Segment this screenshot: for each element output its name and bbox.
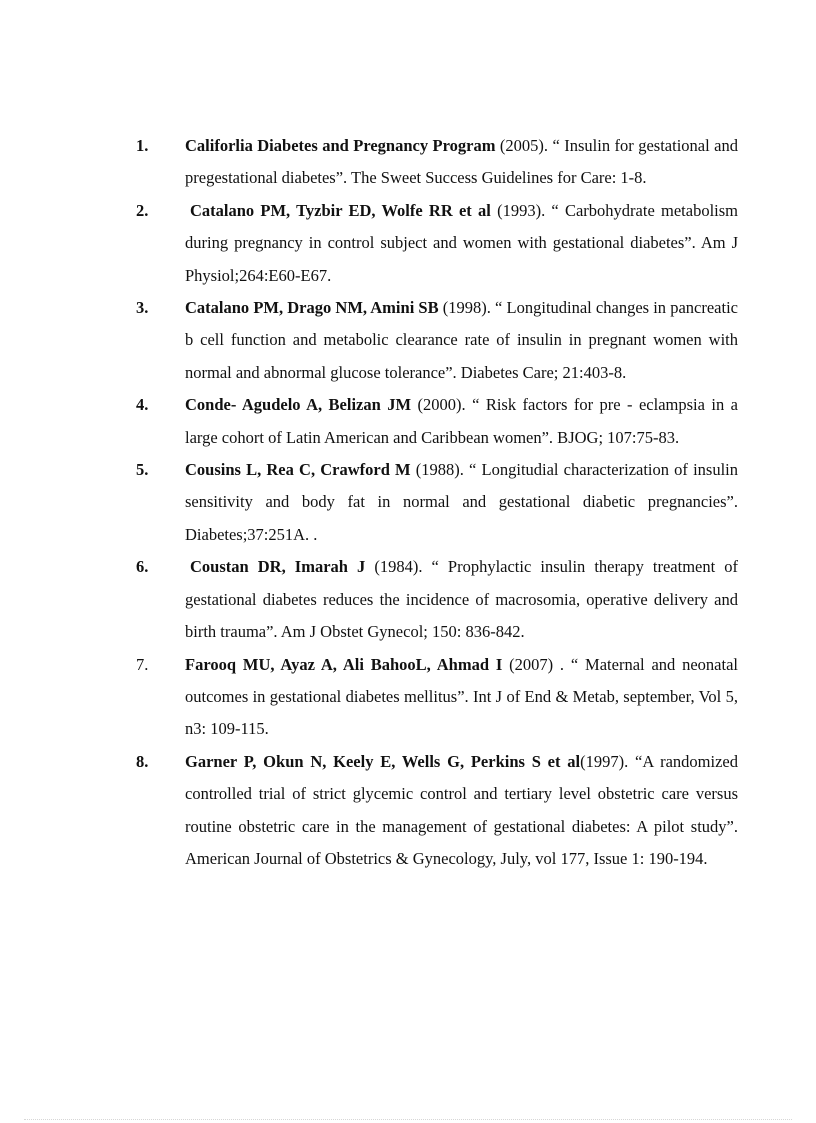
reference-authors: Califorlia Diabetes and Pregnancy Program [185,136,496,155]
reference-authors: Conde- Agudelo A, Belizan JM [185,395,412,415]
reference-item-5 [136,454,738,551]
reference-item-1 [136,130,738,195]
reference-text: (2000). “ Risk factors for pre - eclampsia in a large cohort of Latin American and Caribbean women”. BJOG; 107:75-83. [185,395,738,447]
reference-item-4 [136,389,738,454]
reference-item-6 [136,551,738,648]
reference-item-7 [136,649,738,746]
reference-authors: Garner P, Okun N, Keely E, Wells G, Perkins S et al [185,751,581,771]
reference-authors: Farooq MU, Ayaz A, Ali BahooL, Ahmad I [185,654,503,674]
reference-text: (1984). “ Prophylactic insulin therapy treatment of gestational diabetes reduces the incidence of macrosomia, operative delivery and birth trauma”. Am J Obstet Gynecol; 150: 836-842. [185,557,739,642]
reference-authors: Catalano PM, Drago NM, Amini SB [185,298,439,318]
reference-text: (1993). “ Carbohydrate metabolism during pregnancy in control subject and women with gestational diabetes”. Am J Physiol;264:E60-E67. [185,200,738,285]
reference-number: 8. [136,751,149,771]
reference-authors: Cousins L, Rea C, Crawford M [185,460,411,480]
reference-number: 2. [136,200,149,220]
reference-number: 4. [136,395,149,415]
reference-text: (1998). “ Longitudinal changes in pancreatic b cell function and metabolic clearance rate of insulin in pregnant women with normal and abnormal glucose tolerance”. Diabetes Care; 21:403-8. [185,298,738,382]
reference-number: 1. [136,136,149,155]
reference-item-8 [136,746,738,876]
page-bottom-divider [24,1119,792,1120]
reference-text: (2007) . “ Maternal and neonatal outcomes in gestational diabetes mellitus”. Int J of End & Metab, september, Vol 5, n3: 109-115. [185,654,738,739]
reference-item-2 [136,195,738,292]
reference-number: 3. [136,298,149,318]
reference-item-3 [136,292,738,389]
reference-text: (1997). “A randomized controlled trial of strict glycemic control and tertiary level obstetric care versus routine obstetric care in the management of gestational diabetes: A pilot study”. American Journal of Obstetrics & Gynecology, July, vol 177, Issue 1: 190-194. [185,751,738,868]
reference-authors: Catalano PM, Tyzbir ED, Wolfe RR et al [190,200,491,220]
reference-number: 5. [136,460,149,480]
reference-number: 7. [136,654,149,674]
reference-authors: Coustan DR, Imarah J [190,557,366,577]
reference-list [136,130,738,875]
reference-text: (2005). “ Insulin for gestational and pregestational diabetes”. The Sweet Success Guidelines for Care: 1-8. [185,136,738,188]
reference-number: 6. [136,557,149,577]
reference-text: (1988). “ Longitudial characterization of insulin sensitivity and body fat in normal and gestational diabetic pregnancies”. Diabetes;37:251A. . [185,460,738,544]
